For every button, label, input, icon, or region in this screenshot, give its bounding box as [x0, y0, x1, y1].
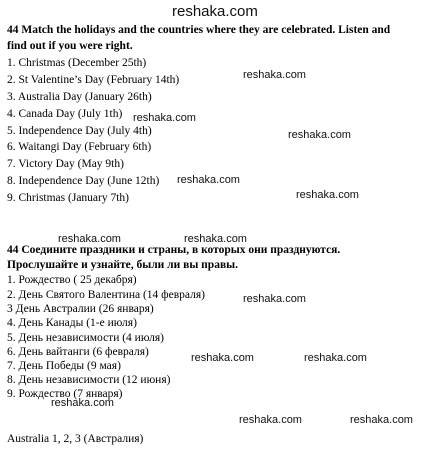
list-item: 1. Christmas (December 25th) — [7, 57, 147, 69]
watermark: reshaka.com — [296, 189, 359, 201]
heading-en-line1: 44 Match the holidays and the countries where they are celebrated. Listen and — [7, 24, 391, 36]
list-item: 5. Independence Day (July 4th) — [7, 125, 152, 137]
watermark: reshaka.com — [288, 129, 351, 141]
watermark: reshaka.com — [58, 233, 121, 245]
watermark: reshaka.com — [243, 293, 306, 305]
list-item: 6. Waitangi Day (February 6th) — [7, 141, 152, 153]
list-item: 1. Рождество ( 25 декабря) — [7, 274, 137, 286]
list-item: 2. День Святого Валентина (14 февраля) — [7, 289, 205, 301]
list-item: 9. Рождество (7 января) — [7, 388, 123, 400]
watermark: reshaka.com — [243, 69, 306, 81]
list-item: 3 День Австралии (26 января) — [7, 303, 154, 315]
list-item: 4. День Канады (1-е июля) — [7, 317, 137, 329]
watermark: reshaka.com — [191, 352, 254, 364]
heading-en-line2: find out if you were right. — [7, 40, 133, 52]
list-item: 7. День Победы (9 мая) — [7, 360, 121, 372]
list-item: 8. День независимости (12 июня) — [7, 374, 171, 386]
watermark: reshaka.com — [184, 233, 247, 245]
watermark-top: reshaka.com — [172, 3, 258, 20]
list-item: 7. Victory Day (May 9th) — [7, 158, 124, 170]
list-item: 9. Christmas (January 7th) — [7, 192, 130, 204]
list-item: 8. Independence Day (June 12th) — [7, 175, 160, 187]
list-item: 5. День независимости (4 июля) — [7, 332, 164, 344]
watermark: reshaka.com — [177, 174, 240, 186]
watermark: reshaka.com — [304, 352, 367, 364]
watermark: reshaka.com — [350, 414, 413, 426]
list-item: 2. St Valentine’s Day (February 14th) — [7, 74, 180, 86]
list-item: 3. Australia Day (January 26th) — [7, 91, 152, 103]
list-item: 4. Canada Day (July 1th) — [7, 108, 123, 120]
watermark: reshaka.com — [133, 112, 196, 124]
answer-line: Australia 1, 2, 3 (Австралия) — [7, 433, 144, 445]
heading-ru-line1: 44 Соедините праздники и страны, в которых они празднуются. — [7, 244, 341, 256]
watermark: reshaka.com — [239, 414, 302, 426]
watermark: reshaka.com — [51, 397, 114, 409]
list-item: 6. День вайтанги (6 февраля) — [7, 346, 149, 358]
heading-ru-line2: Прослушайте и узнайте, были ли вы правы. — [7, 259, 239, 271]
